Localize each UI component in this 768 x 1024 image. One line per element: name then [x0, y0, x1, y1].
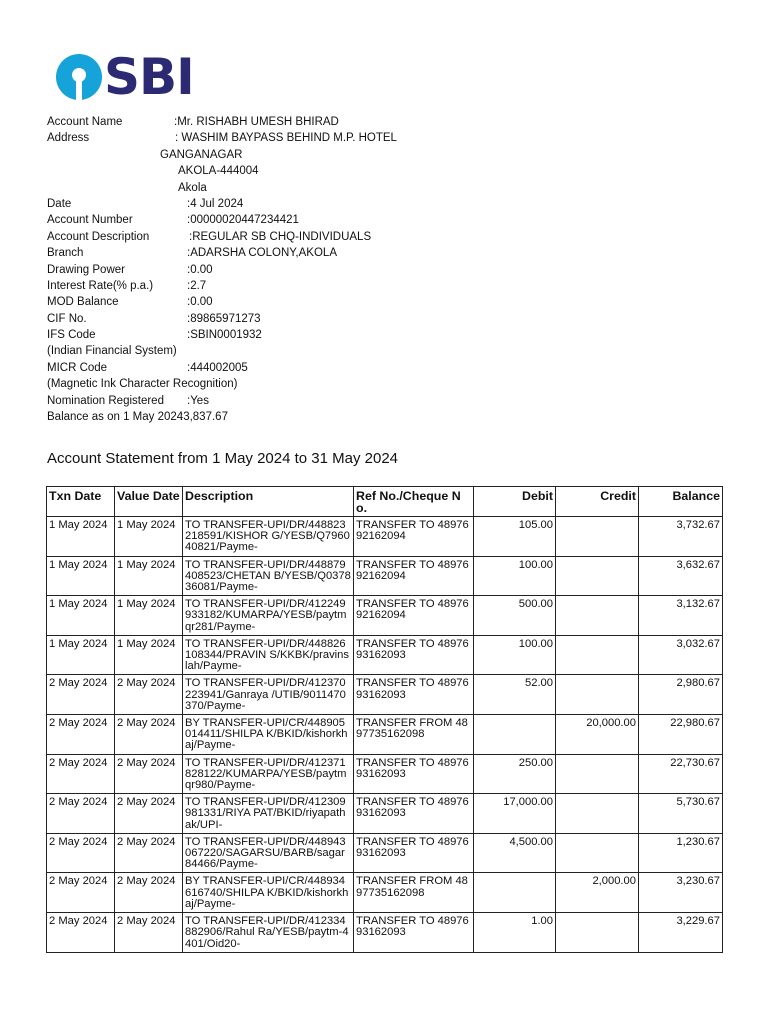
cell-balance: 1,230.67	[639, 833, 723, 873]
cell-balance: 2,980.67	[639, 675, 723, 715]
sbi-keyhole-icon	[55, 53, 103, 101]
cell-ref: TRANSFER FROM 4897735162098	[354, 873, 474, 913]
cell-credit	[556, 556, 639, 596]
address-line-3: AKOLA-444004	[178, 165, 259, 178]
table-row	[47, 913, 723, 953]
cell-credit	[556, 675, 639, 715]
cell-description	[183, 794, 354, 834]
cell-balance: 3,229.67	[639, 913, 723, 953]
cell-balance: 3,230.67	[639, 873, 723, 913]
cell-debit	[474, 873, 556, 913]
cell-value-date: 2 May 2024	[115, 754, 183, 794]
ifs-code-label: IFS Code	[47, 329, 96, 342]
cell-credit	[556, 913, 639, 953]
cell-description	[183, 913, 354, 953]
cell-ref: TRANSFER FROM 4897735162098	[354, 715, 474, 755]
cell-credit: 2,000.00	[556, 873, 639, 913]
cell-ref: TRANSFER TO 4897693162093	[354, 913, 474, 953]
branch-label: Branch	[47, 247, 84, 260]
description-text: TO TRANSFER-UPI/DR/448826108344/PRAVIN S/KKBK/pravinslah/Payme-	[185, 638, 349, 673]
address-line-2: GANGANAGAR	[160, 148, 243, 161]
cell-description	[183, 517, 354, 557]
cell-txn-date: 2 May 2024	[47, 675, 115, 715]
cell-ref: TRANSFER TO 4897693162093	[354, 794, 474, 834]
cell-credit	[556, 754, 639, 794]
opening-balance-value: :3,837.67	[180, 411, 228, 424]
nomination-value: :Yes	[187, 394, 209, 407]
cell-value-date: 2 May 2024	[115, 913, 183, 953]
address-label: Address	[47, 132, 90, 145]
mod-balance-value: :0.00	[187, 296, 213, 309]
cell-credit	[556, 794, 639, 834]
table-row	[47, 635, 723, 675]
micr-note: (Magnetic Ink Character Recognition)	[47, 378, 238, 391]
cell-debit: 250.00	[474, 754, 556, 794]
cell-credit	[556, 596, 639, 636]
description-text: BY TRANSFER-UPI/CR/448905014411/SHILPA K/BKID/kishorkhaj/Payme-	[185, 718, 348, 752]
cell-debit: 500.00	[474, 596, 556, 636]
cell-ref: TRANSFER TO 4897692162094	[354, 556, 474, 596]
account-name-value: :Mr. RISHABH UMESH BHIRAD	[174, 116, 339, 128]
cell-debit: 105.00	[474, 517, 556, 557]
date-value: :4 Jul 2024	[187, 197, 244, 210]
cell-value-date: 1 May 2024	[115, 635, 183, 675]
cif-label: CIF No.	[47, 312, 87, 325]
cell-txn-date: 1 May 2024	[47, 517, 115, 557]
micr-code-label: MICR Code	[47, 361, 108, 374]
sbi-logo	[55, 48, 194, 106]
cell-txn-date: 2 May 2024	[47, 715, 115, 755]
cell-balance: 3,732.67	[639, 517, 723, 557]
cell-debit: 17,000.00	[474, 794, 556, 834]
micr-code-value: :444002005	[187, 361, 248, 374]
cell-debit: 52.00	[474, 675, 556, 715]
header-value-date: Value Date	[115, 487, 183, 517]
table-row	[47, 596, 723, 636]
transactions-table	[46, 486, 723, 953]
cell-balance: 3,132.67	[639, 596, 723, 636]
cell-debit: 4,500.00	[474, 833, 556, 873]
cell-balance: 22,980.67	[639, 715, 723, 755]
table-row	[47, 794, 723, 834]
cell-value-date: 1 May 2024	[115, 556, 183, 596]
cell-ref: TRANSFER TO 4897693162093	[354, 675, 474, 715]
description-text: TO TRANSFER-UPI/DR/448879408523/CHETAN B/YESB/Q037836081/Payme-	[185, 559, 351, 594]
table-row	[47, 675, 723, 715]
description-text: TO TRANSFER-UPI/DR/412309981331/RIYA PAT/BKID/riyapathak/UPI-	[185, 797, 346, 831]
table-row	[47, 556, 723, 596]
cell-credit	[556, 517, 639, 557]
header-debit: Debit	[474, 487, 556, 517]
cell-description	[183, 635, 354, 675]
cell-description	[183, 675, 354, 715]
table-header-row	[47, 487, 723, 517]
cell-txn-date: 1 May 2024	[47, 596, 115, 636]
cif-value: :89865971273	[187, 312, 261, 325]
date-label: Date	[47, 197, 72, 210]
cell-debit: 100.00	[474, 556, 556, 596]
cell-balance: 3,032.67	[639, 635, 723, 675]
header-ref: Ref No./Cheque No.	[354, 487, 474, 517]
cell-txn-date: 1 May 2024	[47, 635, 115, 675]
cell-debit: 100.00	[474, 635, 556, 675]
cell-txn-date: 2 May 2024	[47, 913, 115, 953]
cell-description	[183, 715, 354, 755]
cell-txn-date: 2 May 2024	[47, 873, 115, 913]
mod-balance-label: MOD Balance	[47, 296, 119, 309]
address-line-1: : WASHIM BAYPASS BEHIND M.P. HOTEL	[175, 132, 397, 145]
nomination-label: Nomination Registered	[47, 394, 164, 407]
cell-ref: TRANSFER TO 4897693162093	[354, 754, 474, 794]
header-credit: Credit	[556, 487, 639, 517]
account-description-value: :REGULAR SB CHQ-INDIVIDUALS	[189, 230, 372, 243]
cell-balance: 22,730.67	[639, 754, 723, 794]
description-text: TO TRANSFER-UPI/DR/412334882906/Rahul Ra/YESB/paytm-4401/Oid20-	[185, 916, 349, 950]
table-row	[47, 754, 723, 794]
cell-txn-date: 2 May 2024	[47, 754, 115, 794]
cell-value-date: 1 May 2024	[115, 517, 183, 557]
header-balance: Balance	[639, 487, 723, 517]
cell-ref: TRANSFER TO 4897693162093	[354, 833, 474, 873]
cell-description	[183, 556, 354, 596]
cell-value-date: 2 May 2024	[115, 833, 183, 873]
cell-value-date: 2 May 2024	[115, 675, 183, 715]
description-text: TO TRANSFER-UPI/DR/448943067220/SAGARSU/BARB/sagar84466/Payme-	[185, 836, 346, 871]
header-description: Description	[183, 487, 354, 517]
cell-debit	[474, 715, 556, 755]
table-row	[47, 833, 723, 873]
interest-rate-label: Interest Rate(% p.a.)	[47, 279, 154, 292]
cell-value-date: 1 May 2024	[115, 596, 183, 636]
cell-description	[183, 754, 354, 794]
cell-credit: 20,000.00	[556, 715, 639, 755]
cell-txn-date: 2 May 2024	[47, 794, 115, 834]
cell-description	[183, 833, 354, 873]
cell-balance: 3,632.67	[639, 556, 723, 596]
table-row	[47, 873, 723, 913]
cell-credit	[556, 833, 639, 873]
cell-value-date: 2 May 2024	[115, 715, 183, 755]
ifs-code-value: :SBIN0001932	[187, 329, 262, 342]
drawing-power-label: Drawing Power	[47, 263, 125, 276]
cell-balance: 5,730.67	[639, 794, 723, 834]
cell-description	[183, 596, 354, 636]
description-text: BY TRANSFER-UPI/CR/448934616740/SHILPA K/BKID/kishorkhaj/Payme-	[185, 876, 349, 910]
cell-txn-date: 1 May 2024	[47, 556, 115, 596]
cell-description	[183, 873, 354, 913]
transactions-body	[47, 517, 723, 953]
cell-debit: 1.00	[474, 913, 556, 953]
cell-ref: TRANSFER TO 4897692162094	[354, 596, 474, 636]
table-row	[47, 517, 723, 557]
cell-credit	[556, 635, 639, 675]
header-txn-date: Txn Date	[47, 487, 115, 517]
cell-ref: TRANSFER TO 4897692162094	[354, 517, 474, 557]
cell-value-date: 2 May 2024	[115, 873, 183, 913]
account-description-label: Account Description	[47, 230, 150, 243]
address-line-4: Akola	[178, 181, 207, 194]
table-row	[47, 715, 723, 755]
account-name-label: Account Name	[47, 116, 123, 128]
interest-rate-value: :2.7	[187, 279, 207, 292]
cell-ref: TRANSFER TO 4897693162093	[354, 635, 474, 675]
description-text: TO TRANSFER-UPI/DR/448823218591/KISHOR G/YESB/Q796040821/Payme-	[185, 520, 350, 554]
drawing-power-value: :0.00	[187, 263, 213, 276]
cell-txn-date: 2 May 2024	[47, 833, 115, 873]
account-number-value: :00000020447234421	[187, 214, 299, 227]
ifs-note: (Indian Financial System)	[47, 345, 177, 358]
logo-text: SBI	[104, 48, 194, 106]
cell-value-date: 2 May 2024	[115, 794, 183, 834]
statement-title: Account Statement from 1 May 2024 to 31 May 2024	[47, 450, 399, 467]
opening-balance-label: Balance as on 1 May 2024	[47, 411, 184, 424]
account-number-label: Account Number	[47, 214, 133, 227]
description-text: TO TRANSFER-UPI/DR/412249933182/KUMARPA/YESB/paytmqr281/Payme-	[185, 599, 347, 633]
description-text: TO TRANSFER-UPI/DR/412371828122/KUMARPA/YESB/paytmqr980/Payme-	[185, 757, 347, 792]
branch-value: :ADARSHA COLONY,AKOLA	[187, 247, 337, 260]
description-text: TO TRANSFER-UPI/DR/412370223941/Ganraya /UTIB/9011470370/Payme-	[185, 678, 346, 712]
